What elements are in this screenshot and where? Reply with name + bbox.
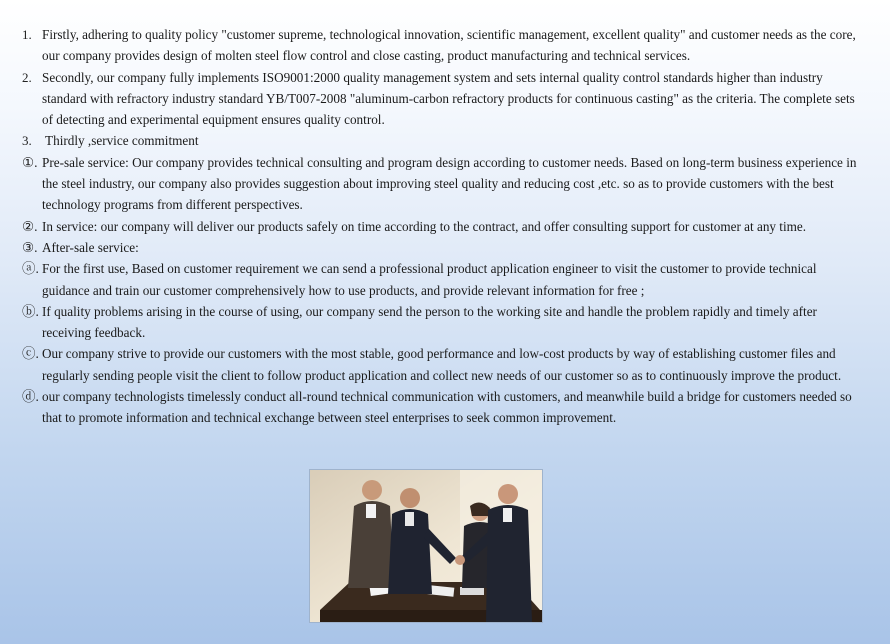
list-item-a xyxy=(22,258,867,301)
list-item-1 xyxy=(22,24,867,67)
list-item-d xyxy=(22,386,867,429)
list-item-presale xyxy=(22,152,867,216)
list-item-c xyxy=(22,343,867,386)
list-marker: ⓓ. xyxy=(22,389,39,405)
list-item-inservice xyxy=(22,216,867,237)
list-item-text: Our company strive to provide our customers with the most stable, good performance and low-cost products by way of establishing customer files and regularly sending people visit the client to follow product application and collect new needs of our customer so as to continuously improve the product. xyxy=(42,346,842,383)
list-item-text: After-sale service: xyxy=(42,239,139,255)
service-commitment-text xyxy=(22,24,867,429)
list-marker: 1. xyxy=(22,27,32,42)
list-marker: 3. xyxy=(22,133,32,149)
list-item-text: If quality problems arising in the course of using, our company send the person to the working site and handle the problem rapidly and timely after receiving feedback. xyxy=(42,303,817,341)
list-item-text: Thirdly ,service commitment xyxy=(42,133,199,149)
list-marker: ⓐ. xyxy=(22,261,39,277)
list-marker: ②. xyxy=(22,218,38,234)
list-marker: ⓑ. xyxy=(22,303,39,319)
list-item-text: For the first use, Based on customer requirement we can send a professional product application engineer to visit the customer to provide technical guidance and train our customer comprehensively how to use products, and provide relevant information for free ; xyxy=(42,261,817,298)
list-marker: ⓒ. xyxy=(22,346,39,362)
list-item-b xyxy=(22,301,867,344)
list-item-text: Pre-sale service: Our company provides technical consulting and program design according to customer needs. Based on long-term business experience in the steel industry, our company also provides suggestion about improving steel quality and reducing cost ,etc. so as to provide customers with the best technology programs from different perspectives. xyxy=(42,154,857,213)
list-item-text: Secondly, our company fully implements ISO9001:2000 quality management system and sets internal quality control standards higher than industry standard with refractory industry standard YB/T007-2008 "aluminum-carbon refractory products for continuous casting" as the criteria. The complete sets of detecting and experimental equipment ensures quality control. xyxy=(42,69,855,128)
business-handshake-photo xyxy=(309,469,543,623)
list-marker: ①. xyxy=(22,154,38,170)
handshake-illustration xyxy=(310,470,542,622)
list-item-text: In service: our company will deliver our products safely on time according to the contract, and offer consulting support for customer at any time. xyxy=(42,218,807,234)
list-item-text: our company technologists timelessly conduct all-round technical communication with customers, and meanwhile build a bridge for customers needed so that to promote information and technical exchange between steel enterprises to seek common improvement. xyxy=(42,389,852,426)
list-item-2 xyxy=(22,67,867,131)
list-marker: 2. xyxy=(22,69,32,85)
list-marker: ③. xyxy=(22,239,38,255)
list-item-3 xyxy=(22,130,867,151)
list-item-text: Firstly, adhering to quality policy "customer supreme, technological innovation, scientific management, excellent quality" and customer needs as the core, our company provides design of molten steel flow control and close casting, product manufacturing and technical services. xyxy=(42,27,856,64)
list-item-aftersale xyxy=(22,237,867,258)
